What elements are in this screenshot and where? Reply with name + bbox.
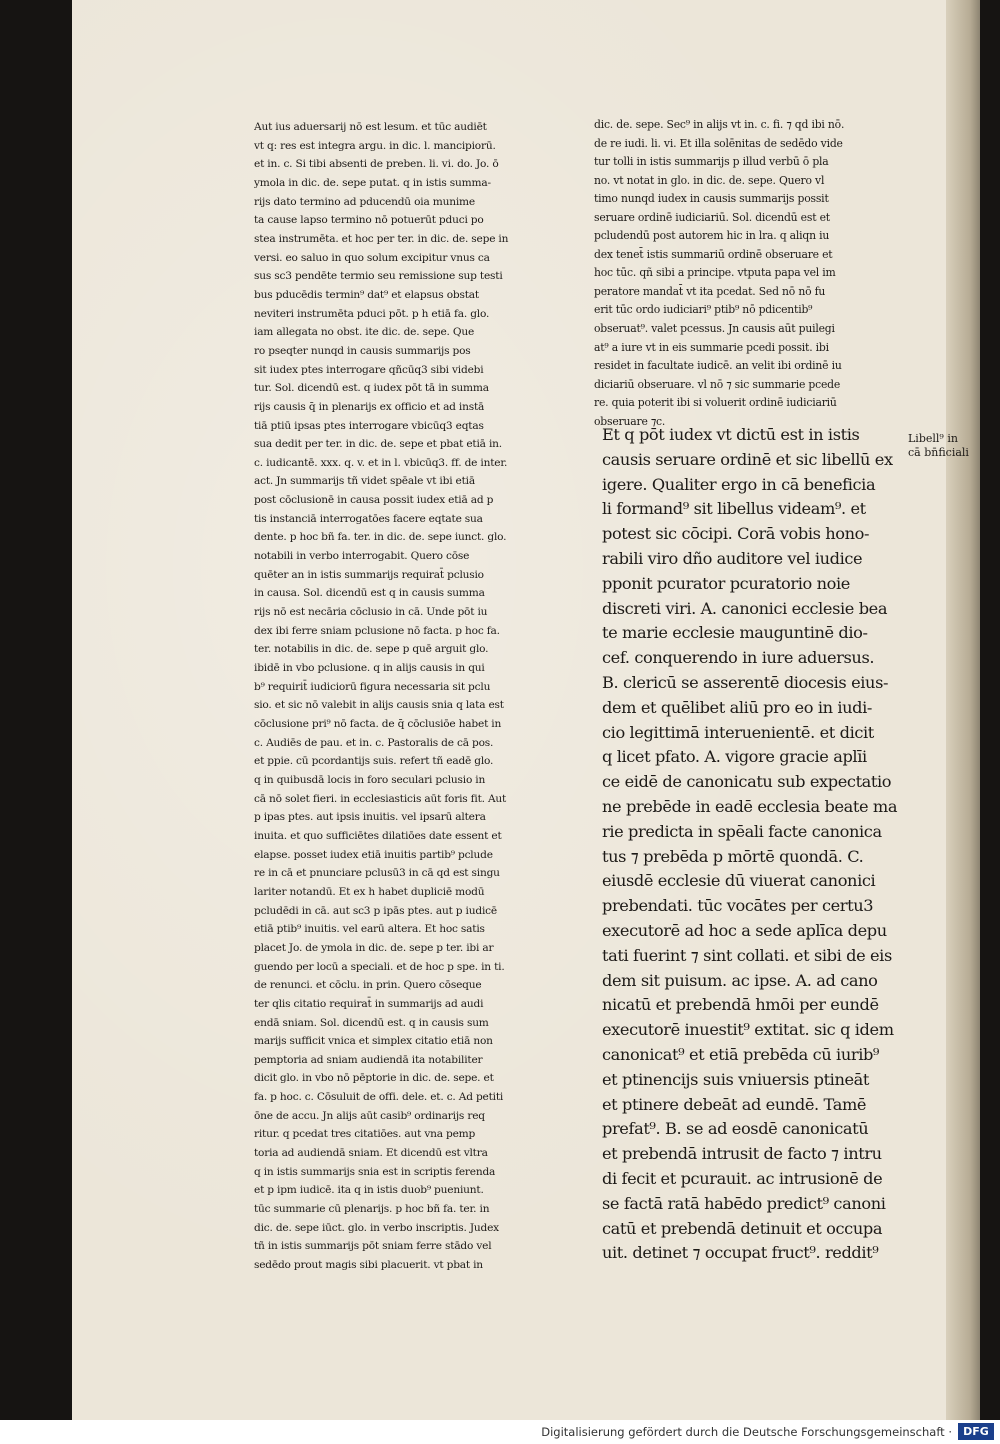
text-line: cio legittimā interuenientē. et dicit — [602, 722, 874, 742]
text-line: Aut ius aduersarij nō est lesum. et tūc audiēt — [254, 121, 487, 133]
text-line: neviteri instrumēta pduci pōt. p h etiā fa. glo. — [254, 307, 490, 320]
text-line: uit. detinet ⁊ occupat fruct⁹. reddit⁹ — [602, 1243, 879, 1263]
text-line: executorē inuestit⁹ extitat. sic q idem — [602, 1020, 894, 1040]
text-line: eiusdē ecclesie dū viuerat canonici — [602, 871, 876, 891]
text-line: tur. Sol. dicendū est. q iudex pōt tā in summa — [254, 382, 489, 395]
text-line: toria ad audiendā sniam. Et dicendū est vltra — [254, 1147, 488, 1160]
text-line: rabili viro dño auditore vel iudice — [602, 548, 863, 568]
text-line: ibidē in vbo pclusione. q in alijs causis in qui — [254, 662, 485, 675]
text-line: sit iudex ptes interrogare qñcūq3 sibi videbi — [254, 363, 484, 376]
text-line: b⁹ requirit̄ iudiciorū figura necessaria sit pclu — [254, 680, 491, 693]
text-line: dente. p hoc bñ fa. ter. in dic. de. sepe iunct. glo. — [254, 531, 507, 544]
footer-credit: Digitalisierung gefördert durch die Deutsche Forschungsgemeinschaft · — [541, 1425, 952, 1439]
text-line: li formand⁹ sit libellus videam⁹. et — [602, 499, 866, 519]
text-line: pponit pcurator pcuratorio noie — [602, 573, 850, 593]
text-line: sio. et sic nō valebit in alijs causis snia q lata est — [254, 699, 504, 712]
text-line: at⁹ a iure vt in eis summarie pcedi possit. ibi — [594, 340, 829, 354]
text-line: tūc summarie cū plenarijs. p hoc bñ fa. ter. in — [254, 1203, 490, 1216]
text-line: potest sic cōcipi. Corā vobis hono- — [602, 524, 870, 544]
text-line: ter qlis citatio requirat̄ in summarijs ad audi — [254, 997, 484, 1010]
text-line: act. Jn summarijs tñ videt spēale vt ibi etiā — [254, 475, 475, 488]
text-line: cef. conquerendo in iure aduersus. — [602, 648, 875, 668]
text-line: dem et quēlibet aliū pro eo in iudi- — [602, 697, 872, 717]
text-line: ōne de accu. Jn alijs aūt casib⁹ ordinarijs req — [254, 1109, 485, 1122]
text-line: in causa. Sol. dicendū est q in causis summa — [254, 587, 485, 600]
text-line: ne prebēde in eadē ecclesia beate ma — [602, 796, 898, 816]
text-line: no. vt notat in glo. in dic. de. sepe. Quero vl — [594, 173, 825, 187]
text-line: obseruat⁹. valet pcessus. Jn causis aūt puilegi — [594, 322, 835, 336]
text-line: sus sc3 pendēte termio seu remissione sup testi — [254, 270, 503, 283]
text-line: bus pducēdis termin⁹ dat⁹ et elapsus obstat — [254, 288, 479, 301]
text-line: sedēdo prout magis sibi placuerit. vt pbat in — [254, 1259, 483, 1272]
margin-note-line: cā bn̄ficiali — [908, 446, 969, 459]
text-line: prefat⁹. B. se ad eosdē canonicatū — [602, 1119, 869, 1139]
text-line: q in istis summarijs snia est in scriptis ferenda — [254, 1165, 496, 1178]
text-line: tur tolli in istis summarijs p illud verbū ō pla — [594, 155, 829, 169]
text-line: quēter an in istis summarijs requirat̄ pclusio — [254, 568, 484, 581]
text-line: canonicat⁹ et etiā prebēda cū iurib⁹ — [602, 1044, 880, 1064]
text-line: post cōclusionē in causa possit iudex etiā ad p — [254, 494, 494, 507]
right-text-column-large — [602, 423, 908, 1266]
text-line: re. quia poterit ibi si voluerit ordinē iudiciariū — [594, 396, 837, 410]
text-line: notabili in verbo interrogabit. Quero cōse — [254, 550, 470, 563]
text-line: fa. p hoc. c. Cōsuluit de offi. dele. et. c. Ad petiti — [254, 1091, 504, 1104]
text-line: vt q: res est integra argu. in dic. l. mancipiorū. — [254, 139, 496, 152]
text-line: c. iudicantē. xxx. q. v. et in l. vbicūq3. ff. de inter. — [254, 456, 508, 469]
text-line: p ipas ptes. aut ipsis inuitis. vel ipsarū altera — [254, 811, 486, 824]
text-line: timo nunqd iudex in causis summarijs possit — [594, 192, 829, 206]
text-line: ter. notabilis in dic. de. sepe p quē arguit glo. — [254, 643, 489, 656]
text-line: inuita. et quo sufficiētes dilatiōes date essent et — [254, 829, 502, 842]
text-line: versi. eo saluo in quo solum excipitur vnus ca — [254, 251, 490, 264]
text-line: ritur. q pcedat tres citatiōes. aut vna pemp — [254, 1128, 476, 1141]
footer-bar — [0, 1420, 1000, 1444]
text-line: de re iudi. li. vi. Et illa solēnitas de sedēdo vide — [594, 136, 843, 150]
text-line: se factā ratā habēdo predict⁹ canoni — [602, 1193, 886, 1213]
text-line: rie predicta in spēali facte canonica — [602, 821, 882, 841]
text-line: dic. de. sepe iūct. glo. in verbo inscriptis. Judex — [254, 1221, 499, 1234]
text-line: rijs causis q̄ in plenarijs ex officio et ad instā — [254, 400, 485, 413]
text-line: ro pseqter nunqd in causis summarijs pos — [254, 344, 471, 357]
text-line: causis seruare ordinē et sic libellū ex — [602, 449, 893, 469]
text-line: igere. Qualiter ergo in cā beneficia — [602, 474, 876, 494]
text-line: lariter notandū. Et ex h habet dupliciē modū — [254, 885, 485, 898]
text-line: et ppie. cū pcordantijs suis. refert tñ eadē glo. — [254, 755, 494, 768]
text-line: pcludēdi in cā. aut sc3 p ipās ptes. aut p iudicē — [254, 904, 497, 917]
text-line: dex ibi ferre sniam pclusione nō facta. p hoc fa. — [254, 624, 500, 637]
text-line: q licet pfato. A. vigore gracie aplīi — [602, 747, 867, 767]
text-line: erit tūc ordo iudiciari⁹ ptib⁹ nō pdicentib⁹ — [594, 303, 813, 317]
text-line: peratore mandat̄ vt ita pcedat. Sed nō nō fu — [594, 284, 826, 298]
text-line: rijs nō est necāria cōclusio in cā. Unde pōt iu — [254, 606, 488, 619]
text-line: dic. de. sepe. Sec⁹ in alijs vt in. c. fi. ⁊ qd ibi nō. — [594, 118, 845, 131]
margin-note — [908, 432, 978, 460]
left-text-column — [254, 118, 584, 1275]
text-line: B. clericū se asserentē diocesis eius- — [602, 672, 889, 692]
text-line: etiā ptib⁹ inuitis. vel earū altera. Et hoc satis — [254, 923, 485, 936]
text-line: dex tenet̄ istis summariū ordinē obseruare et — [594, 247, 833, 261]
text-line: dem sit puisum. ac ipse. A. ad cano — [602, 970, 878, 990]
text-line: et in. c. Si tibi absenti de preben. li. vi. do. Jo. ō — [254, 158, 499, 171]
text-line: di fecit et pcurauit. ac intrusionē de — [602, 1168, 883, 1188]
text-line: et p ipm iudicē. ita q in istis duob⁹ pueniunt. — [254, 1184, 484, 1197]
text-line: discreti viri. A. canonici ecclesie bea — [602, 598, 888, 618]
text-line: residet in facultate iudicē. an velit ibi ordinē iu — [594, 359, 842, 373]
text-line: de renunci. et cōclu. in prin. Quero cōseque — [254, 979, 482, 992]
text-line: te marie ecclesie mauguntinē dio- — [602, 623, 868, 643]
text-line: re in cā et pnunciare pclusū3 in cā qd est singu — [254, 867, 500, 880]
text-line: hoc tūc. qñ sibi a principe. vtputa papa vel im — [594, 266, 836, 280]
text-line: sua dedit per ter. in dic. de. sepe et pbat etiā in. — [254, 438, 502, 451]
text-line: stea instrumēta. et hoc per ter. in dic. de. sepe in — [254, 232, 509, 245]
text-line: tus ⁊ prebēda p mōrtē quondā. C. — [602, 846, 864, 866]
text-line: cōclusione pri⁹ nō facta. de q̄ cōclusiōe habet in — [254, 718, 502, 730]
right-text-column-small — [594, 116, 909, 431]
text-line: guendo per locū a speciali. et de hoc p spe. in ti. — [254, 960, 505, 973]
text-line: diciariū obseruare. vl nō ⁊ sic summarie pcede — [594, 377, 841, 391]
text-line: et ptinere debeāt ad eundē. Tamē — [602, 1094, 867, 1114]
text-line: rijs dato termino ad pducendū oia munime — [254, 195, 475, 208]
text-line: Et q pōt iudex vt dictū est in istis — [602, 425, 860, 444]
text-line: prebendati. tūc vocātes per certu3 — [602, 896, 874, 916]
text-line: seruare ordinē iudiciariū. Sol. dicendū est et — [594, 210, 830, 224]
text-line: iam allegata no obst. ite dic. de. sepe. Que — [254, 326, 475, 339]
margin-note-line: Libell⁹ in — [908, 432, 958, 445]
text-line: marijs sufficit vnica et simplex citatio etiā non — [254, 1035, 493, 1048]
text-line: tati fuerint ⁊ sint collati. et sibi de eis — [602, 945, 892, 965]
text-line: placet Jo. de ymola in dic. de. sepe p ter. ibi ar — [254, 941, 494, 954]
dfg-logo-icon: DFG — [958, 1423, 994, 1440]
text-line: ymola in dic. de. sepe putat. q in istis summa- — [254, 176, 491, 189]
text-line: ta cause lapso termino nō potuerūt pduci po — [254, 214, 484, 227]
text-line: ce eidē de canonicatu sub expectatio — [602, 772, 892, 792]
page-edge — [946, 0, 980, 1420]
text-line: dicit glo. in vbo nō pēptorie in dic. de. sepe. et — [254, 1072, 494, 1085]
text-line: pemptoria ad sniam audiendā ita notabiliter — [254, 1053, 483, 1066]
text-line: tiā ptiū ipsas ptes interrogare vbicūq3 eqtas — [254, 419, 484, 432]
text-line: tis instanciā interrogatōes facere eqtate sua — [254, 512, 483, 525]
text-line: nicatū et prebendā hmōi per eundē — [602, 995, 879, 1015]
text-line: executorē ad hoc a sede aplīca depu — [602, 920, 887, 940]
text-line: pcludendū post autorem hic in lra. q aliqn iu — [594, 229, 830, 243]
text-line: catū et prebendā detinuit et occupa — [602, 1218, 883, 1238]
text-line: obseruare ⁊c. — [594, 414, 666, 428]
text-line: et prebendā intrusit de facto ⁊ intru — [602, 1144, 882, 1164]
text-line: cā nō solet fieri. in ecclesiasticis aūt foris fit. Aut — [254, 792, 507, 805]
text-line: elapse. posset iudex etiā inuitis partib⁹ pclude — [254, 848, 493, 861]
text-line: et ptinencijs suis vniuersis ptineāt — [602, 1069, 870, 1089]
text-line: endā sniam. Sol. dicendū est. q in causis sum — [254, 1016, 489, 1029]
text-line: q in quibusdā locis in foro seculari pclusio in — [254, 773, 486, 786]
text-line: tñ in istis summarijs pōt sniam ferre stādo vel — [254, 1240, 492, 1253]
text-line: c. Audiēs de pau. et in. c. Pastoralis de cā pos. — [254, 736, 494, 749]
